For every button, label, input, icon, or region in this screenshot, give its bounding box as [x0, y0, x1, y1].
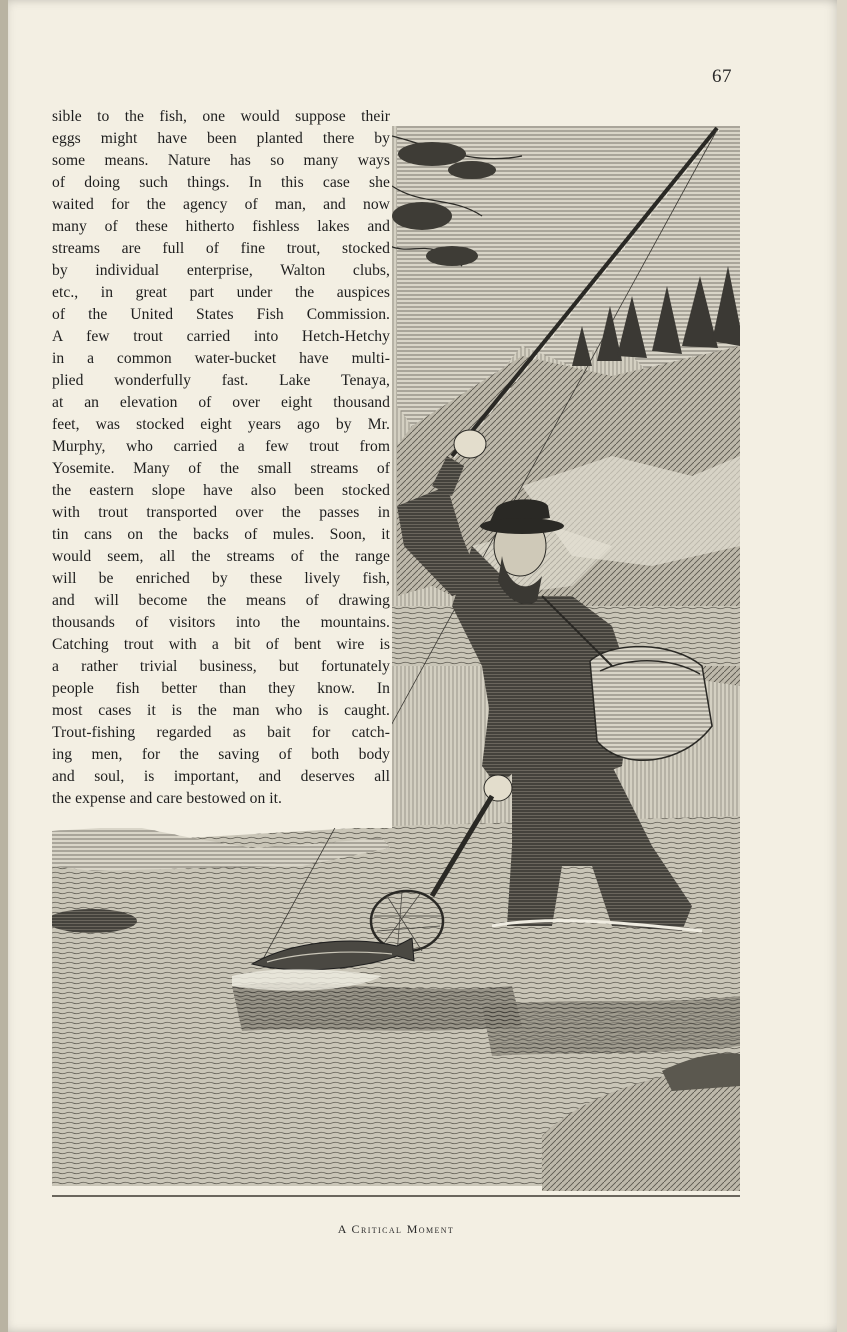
text-line: Catching trout with a bit of bent wire is [52, 636, 390, 653]
text-line: would seem, all the streams of the range [52, 548, 390, 565]
text-line: eggs might have been planted there by [52, 130, 390, 147]
text-line: of the United States Fish Commission. [52, 306, 390, 323]
text-line: sible to the fish, one would suppose their [52, 108, 390, 125]
text-line: with trout transported over the passes in [52, 504, 390, 521]
text-line: ing men, for the saving of both body [52, 746, 390, 763]
text-line: the expense and care bestowed on it. [52, 790, 282, 807]
text-line: Murphy, who carried a few trout from [52, 438, 390, 455]
book-spine-shadow [0, 0, 8, 1332]
text-line: etc., in great part under the auspices [52, 284, 390, 301]
text-line: the eastern slope have also been stocked [52, 482, 390, 499]
text-line: Trout-fishing regarded as bait for catch- [52, 724, 390, 741]
text-line: thousands of visitors into the mountains. [52, 614, 390, 631]
text-line: A few trout carried into Hetch-Hetchy [52, 328, 390, 345]
page-edge [837, 0, 847, 1332]
page-number: 67 [712, 66, 732, 87]
text-line: a rather trivial business, but fortunately [52, 658, 390, 675]
text-line: of doing such things. In this case she [52, 174, 390, 191]
text-line: in a common water-bucket have multi- [52, 350, 390, 367]
text-line: streams are full of fine trout, stocked [52, 240, 390, 257]
text-line: will be enriched by these lively fish, [52, 570, 390, 587]
text-line: feet, was stocked eight years ago by Mr. [52, 416, 390, 433]
text-line: waited for the agency of man, and now [52, 196, 390, 213]
text-line: by individual enterprise, Walton clubs, [52, 262, 390, 279]
text-line: many of these hitherto fishless lakes and [52, 218, 390, 235]
body-text-block [52, 106, 392, 828]
text-line: people fish better than they know. In [52, 680, 390, 697]
text-line: at an elevation of over eight thousand [52, 394, 390, 411]
text-line: tin cans on the backs of mules. Soon, it [52, 526, 390, 543]
text-line: and will become the means of drawing [52, 592, 390, 609]
text-line: some means. Nature has so many ways [52, 152, 390, 169]
text-line: plied wonderfully fast. Lake Tenaya, [52, 372, 390, 389]
illustration-caption: A Critical Moment [337, 1222, 455, 1236]
text-line: and soul, is important, and deserves all [52, 768, 390, 785]
text-line: Yosemite. Many of the small streams of [52, 460, 390, 477]
text-line: most cases it is the man who is caught. [52, 702, 390, 719]
